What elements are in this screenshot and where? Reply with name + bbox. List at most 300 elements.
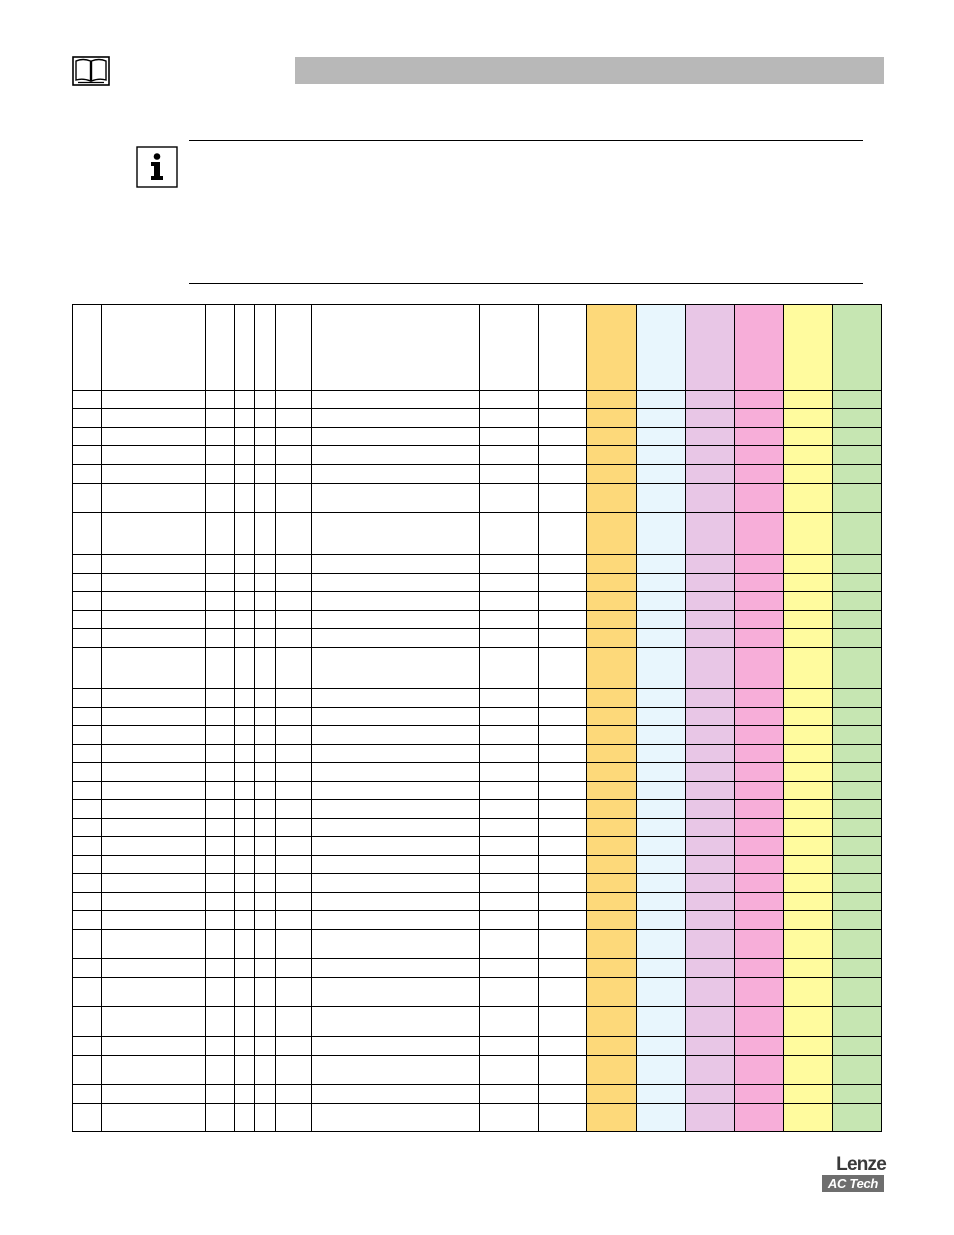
table-cell (255, 708, 276, 726)
table-cell (276, 856, 312, 874)
table-cell (735, 959, 784, 978)
table-cell (784, 782, 833, 800)
table-cell (784, 555, 833, 574)
table-cell (539, 800, 587, 819)
table-cell (73, 428, 102, 446)
table-cell (480, 1056, 539, 1085)
table-cell (312, 592, 480, 611)
table-row (73, 1056, 882, 1085)
table-cell (539, 911, 587, 930)
table-cell (784, 1085, 833, 1104)
table-cell (102, 428, 206, 446)
table-row (73, 763, 882, 782)
table-cell (833, 708, 882, 726)
table-cell (206, 782, 235, 800)
table-cell (637, 763, 686, 782)
table-cell (539, 893, 587, 911)
table-cell (587, 574, 637, 592)
table-cell (255, 978, 276, 1007)
table-cell (276, 1007, 312, 1037)
table-cell (312, 555, 480, 574)
table-cell (206, 1104, 235, 1132)
table-cell (735, 1104, 784, 1132)
brand-logo (822, 1155, 886, 1195)
table-cell (235, 592, 255, 611)
table-cell (637, 856, 686, 874)
table-cell (255, 1104, 276, 1132)
table-cell (480, 391, 539, 409)
table-cell (480, 837, 539, 856)
table-cell (833, 800, 882, 819)
table-cell (784, 391, 833, 409)
table-cell (235, 911, 255, 930)
table-cell (539, 1104, 587, 1132)
table-cell (206, 763, 235, 782)
table-cell (235, 689, 255, 708)
table-cell (276, 484, 312, 513)
table-cell (102, 800, 206, 819)
table-cell (735, 629, 784, 648)
table-cell (637, 428, 686, 446)
table-cell (276, 1085, 312, 1104)
table-cell (206, 574, 235, 592)
table-cell (73, 1007, 102, 1037)
table-cell (235, 745, 255, 763)
table-cell (235, 856, 255, 874)
table-cell (312, 689, 480, 708)
table-cell (686, 978, 735, 1007)
table-row (73, 893, 882, 911)
table-cell (312, 837, 480, 856)
parameter-table (72, 304, 882, 1132)
table-row (73, 782, 882, 800)
table-cell (539, 1037, 587, 1056)
table-cell (73, 1104, 102, 1132)
table-cell (587, 1007, 637, 1037)
table-cell (255, 819, 276, 837)
table-cell (312, 763, 480, 782)
table-cell (539, 513, 587, 555)
table-cell (312, 782, 480, 800)
table-cell (480, 629, 539, 648)
table-cell (686, 465, 735, 484)
table-cell (73, 391, 102, 409)
table-cell (235, 611, 255, 629)
table-cell (206, 648, 235, 689)
table-cell (206, 391, 235, 409)
table-cell (735, 446, 784, 465)
table-cell (637, 708, 686, 726)
table-cell (833, 555, 882, 574)
table-cell (312, 959, 480, 978)
table-cell (587, 1085, 637, 1104)
table-cell (686, 1085, 735, 1104)
table-cell (735, 1056, 784, 1085)
table-cell (784, 708, 833, 726)
table-cell (235, 782, 255, 800)
table-cell (833, 428, 882, 446)
table-cell (102, 1085, 206, 1104)
table-cell (102, 611, 206, 629)
table-cell (587, 689, 637, 708)
table-cell (686, 592, 735, 611)
table-row (73, 1007, 882, 1037)
table-cell (312, 1056, 480, 1085)
table-cell (833, 1085, 882, 1104)
table-cell (539, 592, 587, 611)
table-cell (235, 305, 255, 391)
table-cell (637, 745, 686, 763)
table-cell (102, 629, 206, 648)
table-cell (539, 837, 587, 856)
table-cell (206, 689, 235, 708)
table-cell (587, 959, 637, 978)
table-cell (73, 629, 102, 648)
table-cell (833, 930, 882, 959)
table-cell (735, 978, 784, 1007)
table-cell (587, 1037, 637, 1056)
table-cell (735, 819, 784, 837)
table-cell (637, 1037, 686, 1056)
table-cell (637, 874, 686, 893)
table-cell (255, 893, 276, 911)
table-cell (73, 555, 102, 574)
table-cell (833, 465, 882, 484)
table-cell (73, 893, 102, 911)
table-cell (312, 708, 480, 726)
table-cell (686, 800, 735, 819)
table-cell (833, 574, 882, 592)
table-cell (480, 911, 539, 930)
table-row (73, 745, 882, 763)
table-cell (833, 911, 882, 930)
table-cell (102, 726, 206, 745)
table-cell (235, 648, 255, 689)
table-cell (312, 726, 480, 745)
table-cell (73, 1056, 102, 1085)
table-cell (587, 446, 637, 465)
table-cell (833, 1007, 882, 1037)
table-cell (206, 911, 235, 930)
table-cell (276, 648, 312, 689)
table-cell (276, 555, 312, 574)
table-cell (102, 782, 206, 800)
table-cell (833, 893, 882, 911)
table-cell (206, 555, 235, 574)
table-cell (206, 708, 235, 726)
table-cell (235, 409, 255, 428)
table-cell (235, 1056, 255, 1085)
table-cell (686, 763, 735, 782)
table-cell (480, 819, 539, 837)
table-cell (73, 648, 102, 689)
table-cell (73, 930, 102, 959)
table-cell (255, 428, 276, 446)
table-cell (480, 959, 539, 978)
table-cell (102, 648, 206, 689)
table-cell (833, 837, 882, 856)
table-cell (539, 648, 587, 689)
table-cell (587, 763, 637, 782)
table-cell (686, 837, 735, 856)
table-cell (735, 1007, 784, 1037)
table-row (73, 428, 882, 446)
table-cell (312, 978, 480, 1007)
table-cell (73, 763, 102, 782)
table-row (73, 484, 882, 513)
table-cell (255, 648, 276, 689)
table-cell (784, 1056, 833, 1085)
table-cell (73, 782, 102, 800)
table-cell (312, 874, 480, 893)
table-cell (686, 708, 735, 726)
table-cell (206, 745, 235, 763)
table-cell (312, 305, 480, 391)
table-cell (833, 874, 882, 893)
table-cell (539, 782, 587, 800)
table-cell (735, 428, 784, 446)
table-cell (206, 1085, 235, 1104)
table-cell (784, 409, 833, 428)
table-cell (637, 305, 686, 391)
table-cell (539, 465, 587, 484)
table-cell (587, 484, 637, 513)
table-cell (735, 611, 784, 629)
table-cell (255, 911, 276, 930)
table-cell (735, 800, 784, 819)
table-cell (276, 391, 312, 409)
table-cell (735, 726, 784, 745)
table-cell (255, 1007, 276, 1037)
table-cell (686, 574, 735, 592)
table-cell (480, 782, 539, 800)
logo-subbrand: AC Tech (822, 1175, 884, 1192)
table-cell (73, 409, 102, 428)
table-cell (784, 592, 833, 611)
table-cell (686, 446, 735, 465)
table-cell (735, 782, 784, 800)
table-cell (312, 391, 480, 409)
table-cell (276, 305, 312, 391)
table-cell (833, 484, 882, 513)
table-cell (686, 819, 735, 837)
table-cell (276, 1037, 312, 1056)
table-cell (637, 629, 686, 648)
table-cell (276, 592, 312, 611)
table-cell (587, 305, 637, 391)
table-cell (235, 978, 255, 1007)
table-header-row (73, 305, 882, 391)
table-cell (276, 726, 312, 745)
table-cell (102, 465, 206, 484)
table-row (73, 708, 882, 726)
table-cell (686, 745, 735, 763)
table-cell (206, 446, 235, 465)
table-cell (833, 763, 882, 782)
table-row (73, 629, 882, 648)
table-cell (637, 689, 686, 708)
table-cell (312, 611, 480, 629)
table-row (73, 726, 882, 745)
table-cell (480, 978, 539, 1007)
table-cell (73, 911, 102, 930)
table-cell (637, 978, 686, 1007)
table-cell (833, 1037, 882, 1056)
table-cell (587, 648, 637, 689)
table-cell (686, 428, 735, 446)
table-cell (784, 978, 833, 1007)
table-cell (480, 856, 539, 874)
table-cell (312, 800, 480, 819)
table-cell (637, 484, 686, 513)
table-cell (73, 513, 102, 555)
table-cell (539, 428, 587, 446)
table-cell (276, 611, 312, 629)
table-cell (480, 1007, 539, 1037)
table-cell (587, 782, 637, 800)
table-cell (73, 978, 102, 1007)
table-cell (73, 465, 102, 484)
table-cell (784, 465, 833, 484)
table-cell (833, 1056, 882, 1085)
table-cell (833, 592, 882, 611)
table-cell (255, 959, 276, 978)
table-cell (206, 893, 235, 911)
table-cell (276, 978, 312, 1007)
table-cell (735, 555, 784, 574)
table-cell (539, 574, 587, 592)
table-cell (102, 592, 206, 611)
table-cell (686, 611, 735, 629)
table-cell (206, 959, 235, 978)
table-cell (276, 763, 312, 782)
table-cell (312, 911, 480, 930)
table-cell (784, 1104, 833, 1132)
table-cell (480, 930, 539, 959)
table-cell (833, 689, 882, 708)
table-cell (480, 446, 539, 465)
table-cell (480, 574, 539, 592)
table-cell (539, 409, 587, 428)
table-cell (637, 555, 686, 574)
table-cell (73, 819, 102, 837)
table-cell (833, 782, 882, 800)
table-cell (206, 1007, 235, 1037)
table-cell (735, 648, 784, 689)
table-cell (784, 305, 833, 391)
table-cell (587, 428, 637, 446)
table-cell (255, 465, 276, 484)
table-cell (312, 1037, 480, 1056)
table-cell (833, 446, 882, 465)
table-cell (255, 856, 276, 874)
table-cell (784, 874, 833, 893)
table-cell (784, 648, 833, 689)
table-cell (276, 708, 312, 726)
table-row (73, 856, 882, 874)
table-cell (235, 800, 255, 819)
table-cell (255, 629, 276, 648)
table-cell (686, 911, 735, 930)
table-cell (206, 1037, 235, 1056)
table-cell (235, 1037, 255, 1056)
table-cell (235, 708, 255, 726)
table-cell (784, 689, 833, 708)
table-cell (784, 745, 833, 763)
table-cell (206, 726, 235, 745)
table-cell (539, 1056, 587, 1085)
table-cell (102, 819, 206, 837)
table-cell (206, 513, 235, 555)
table-cell (235, 1104, 255, 1132)
table-cell (539, 305, 587, 391)
table-cell (686, 959, 735, 978)
table-cell (539, 391, 587, 409)
table-cell (784, 1037, 833, 1056)
table-cell (637, 726, 686, 745)
table-cell (73, 708, 102, 726)
table-cell (276, 959, 312, 978)
table-cell (539, 978, 587, 1007)
table-cell (276, 911, 312, 930)
table-cell (102, 745, 206, 763)
table-cell (637, 819, 686, 837)
logo-wordmark: Lenze (836, 1154, 886, 1175)
table-cell (276, 800, 312, 819)
table-cell (480, 763, 539, 782)
table-cell (686, 391, 735, 409)
table-cell (206, 837, 235, 856)
table-cell (312, 409, 480, 428)
note-bottom-rule (189, 283, 863, 284)
table-cell (312, 446, 480, 465)
table-cell (206, 409, 235, 428)
table-cell (587, 611, 637, 629)
table-cell (480, 409, 539, 428)
table-cell (206, 465, 235, 484)
table-cell (539, 484, 587, 513)
table-cell (102, 1104, 206, 1132)
book-icon (72, 56, 110, 86)
table-cell (73, 800, 102, 819)
table-cell (784, 629, 833, 648)
table-cell (480, 726, 539, 745)
table-cell (784, 428, 833, 446)
table-cell (735, 763, 784, 782)
table-cell (735, 484, 784, 513)
table-cell (206, 874, 235, 893)
table-cell (833, 745, 882, 763)
table-cell (312, 893, 480, 911)
table-cell (735, 513, 784, 555)
table-cell (312, 513, 480, 555)
table-row (73, 391, 882, 409)
table-cell (637, 446, 686, 465)
table-cell (102, 978, 206, 1007)
table-cell (206, 611, 235, 629)
table-cell (735, 409, 784, 428)
table-cell (833, 391, 882, 409)
table-cell (539, 446, 587, 465)
table-cell (276, 782, 312, 800)
table-cell (276, 446, 312, 465)
table-row (73, 1037, 882, 1056)
table-cell (312, 648, 480, 689)
table-cell (255, 513, 276, 555)
table-cell (833, 856, 882, 874)
table-cell (102, 1056, 206, 1085)
table-cell (686, 305, 735, 391)
